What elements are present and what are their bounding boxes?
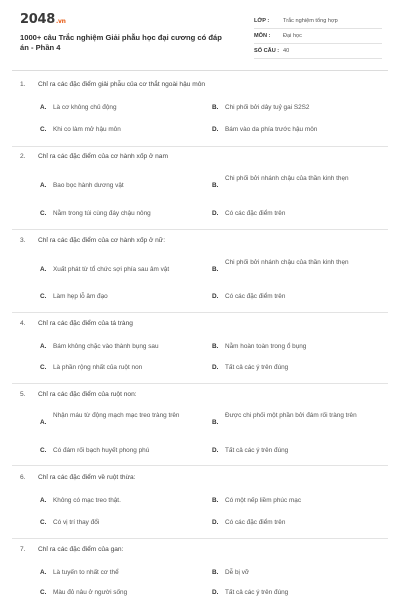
- question-prompt: Chỉ ra các đặc điểm của tá tràng: [38, 320, 133, 327]
- option-text: Nhận máu từ động mạch mạc treo tràng trên: [53, 412, 180, 419]
- option-text: Bám vào da phía trước hậu môn: [225, 126, 318, 133]
- meta-row-count: [254, 44, 382, 59]
- option-letter: C.: [40, 519, 47, 526]
- document-title: 1000+ câu Trắc nghiệm Giải phẫu học đại cương có đáp án - Phần 4: [20, 33, 222, 52]
- header-divider: [12, 70, 388, 71]
- option-letter: A.: [40, 343, 47, 350]
- meta-value: 40: [283, 48, 290, 54]
- question-text: [20, 81, 205, 88]
- option-text: Xuất phát từ tổ chức sợi phía sau âm vật: [53, 266, 170, 273]
- question-prompt: Chỉ ra các đặc điểm của gan:: [38, 546, 124, 553]
- option-text: Nằm trong túi cùng đáy chậu nông: [53, 210, 151, 217]
- option-text: Chi phối bởi nhánh chậu của thần kinh thẹn: [225, 259, 349, 266]
- option-letter: B.: [212, 569, 219, 576]
- option-letter: B.: [212, 182, 219, 189]
- option-text: Chi phối bởi dây tuỷ gai S2S2: [225, 104, 310, 111]
- option-text: Bao bọc hành dương vật: [53, 182, 124, 189]
- option-letter: C.: [40, 210, 47, 217]
- document-meta: [254, 14, 382, 59]
- option-letter: B.: [212, 104, 219, 111]
- meta-row-subject: [254, 29, 382, 44]
- option-letter: D.: [212, 447, 219, 454]
- option-text: Chi phối bởi nhánh chậu của thần kinh thẹn: [225, 175, 349, 182]
- meta-row-class: [254, 14, 382, 29]
- option-letter: D.: [212, 126, 219, 133]
- option-letter: A.: [40, 266, 47, 273]
- question-text: [20, 391, 137, 398]
- site-logo[interactable]: [20, 12, 66, 27]
- option-text: Có một nếp liềm phúc mạc: [225, 497, 302, 504]
- option-text: Không có mạc treo thật.: [53, 497, 121, 504]
- question-prompt: Chỉ ra các đặc điểm của cơ hành xốp ở nam: [38, 153, 168, 160]
- question-number: 7.: [20, 546, 26, 553]
- option-letter: D.: [212, 293, 219, 300]
- option-letter: A.: [40, 419, 47, 426]
- question-text: [20, 320, 133, 327]
- option-text: Được chi phối một phần bởi đám rối tràng trên: [225, 412, 357, 419]
- option-letter: C.: [40, 293, 47, 300]
- logo-number: 2048: [20, 12, 55, 27]
- option-letter: C.: [40, 126, 47, 133]
- question-number: 5.: [20, 391, 26, 398]
- question-prompt: Chỉ ra các đặc điểm của ruột non:: [38, 391, 137, 398]
- document-header: [0, 0, 400, 70]
- option-letter: D.: [212, 589, 219, 596]
- option-text: Làm hẹp lỗ âm đạo: [53, 293, 108, 300]
- option-text: Có vị trí thay đổi: [53, 519, 100, 526]
- option-text: Màu đỏ nâu ở người sống: [53, 589, 128, 596]
- option-letter: C.: [40, 589, 47, 596]
- question-prompt: Chỉ ra các đặc điểm của cơ hành xốp ở nữ:: [38, 237, 166, 244]
- option-letter: A.: [40, 182, 47, 189]
- question-number: 1.: [20, 81, 26, 88]
- option-text: Là phần rộng nhất của ruột non: [53, 364, 143, 371]
- meta-key: MÔN :: [254, 33, 271, 39]
- meta-value: Trắc nghiệm tổng hợp: [283, 18, 338, 24]
- option-text: Tất cả các ý trên đúng: [225, 364, 289, 371]
- question-text: [20, 153, 168, 160]
- option-text: Tất cả các ý trên đúng: [225, 447, 289, 454]
- option-letter: A.: [40, 497, 47, 504]
- question-number: 3.: [20, 237, 26, 244]
- option-text: Là cơ không chủ động: [53, 104, 117, 111]
- question-text: [20, 237, 165, 244]
- option-text: Là tuyến to nhất cơ thể: [53, 569, 119, 576]
- question-divider: [12, 538, 388, 539]
- question-divider: [12, 229, 388, 230]
- question-text: [20, 546, 123, 553]
- option-letter: D.: [212, 519, 219, 526]
- option-letter: B.: [212, 419, 219, 426]
- question-number: 4.: [20, 320, 26, 327]
- question-divider: [12, 465, 388, 466]
- meta-key: SỐ CÂU :: [254, 48, 280, 54]
- question-divider: [12, 383, 388, 384]
- question-divider: [12, 146, 388, 147]
- option-text: Tất cả các ý trên đúng: [225, 589, 289, 596]
- option-letter: D.: [212, 364, 219, 371]
- option-text: Có các đặc điểm trên: [225, 519, 286, 526]
- option-text: Khi co làm mở hậu môn: [53, 126, 121, 133]
- option-letter: B.: [212, 343, 219, 350]
- option-text: Bám không chặc vào thành bụng sau: [53, 343, 159, 350]
- question-prompt: Chỉ ra các đặc điểm giải phẫu của cơ thắt ngoài hậu môn: [38, 81, 206, 88]
- meta-value: Đại học: [283, 33, 302, 39]
- option-text: Có đám rối bạch huyết phong phú: [53, 447, 150, 454]
- option-letter: B.: [212, 266, 219, 273]
- option-letter: B.: [212, 497, 219, 504]
- option-letter: C.: [40, 364, 47, 371]
- question-number: 2.: [20, 153, 26, 160]
- meta-key: LỚP :: [254, 18, 270, 24]
- option-text: Có các đặc điểm trên: [225, 210, 286, 217]
- option-letter: D.: [212, 210, 219, 217]
- question-divider: [12, 312, 388, 313]
- question-text: [20, 474, 136, 481]
- logo-suffix: .vn: [55, 18, 66, 25]
- option-letter: C.: [40, 447, 47, 454]
- option-letter: A.: [40, 569, 47, 576]
- option-text: Dễ bị vỡ: [225, 569, 250, 576]
- option-text: Có các đặc điểm trên: [225, 293, 286, 300]
- question-prompt: Chỉ ra các đặc điểm về ruột thừa:: [38, 474, 136, 481]
- option-text: Nằm hoàn toàn trong ổ bụng: [225, 343, 307, 350]
- question-number: 6.: [20, 474, 26, 481]
- option-letter: A.: [40, 104, 47, 111]
